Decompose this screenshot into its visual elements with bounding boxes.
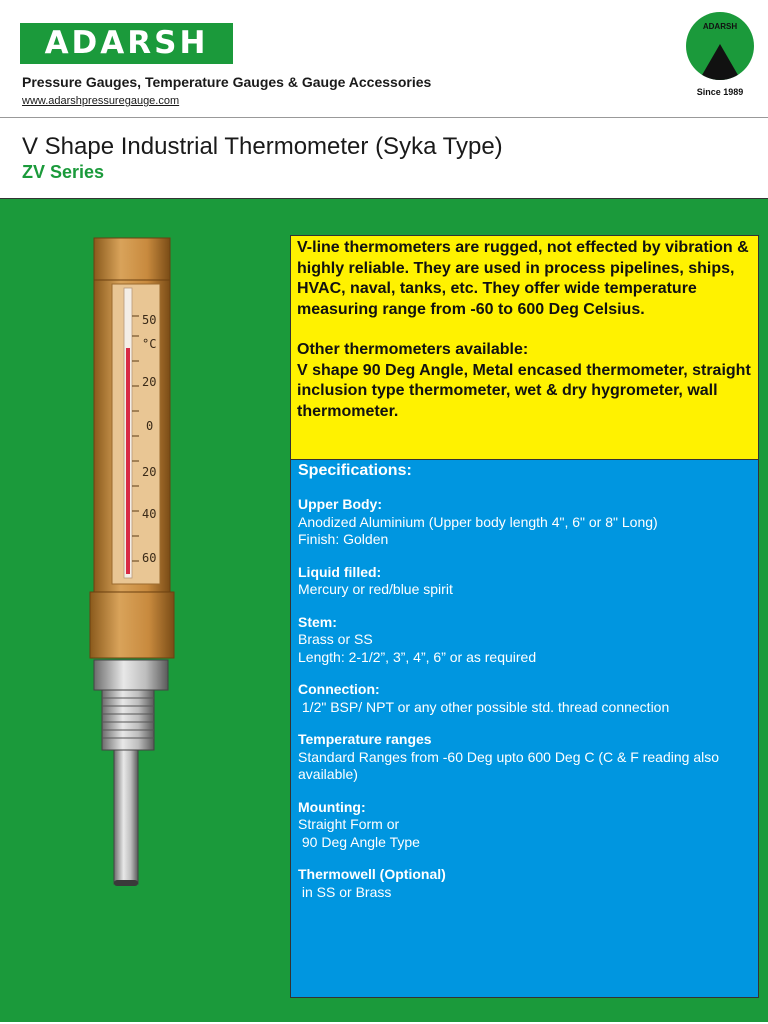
since-badge bbox=[684, 12, 756, 98]
spec-stem bbox=[298, 614, 751, 667]
spec-heading: Temperature ranges bbox=[298, 731, 432, 747]
specifications-box bbox=[290, 459, 759, 998]
scale-label: 60 bbox=[142, 551, 157, 565]
spec-line: Finish: Golden bbox=[298, 531, 389, 547]
spec-line: Length: 2-1/2”, 3”, 4”, 6” or as required bbox=[298, 648, 537, 665]
badge-since: Since 1989 bbox=[696, 87, 744, 97]
spec-line: 1/2" BSP/ NPT or any other possible std. thread connection bbox=[298, 698, 670, 715]
badge-name: ADARSH bbox=[702, 22, 738, 31]
specifications-title: Specifications: bbox=[298, 462, 412, 479]
triangle-icon bbox=[696, 42, 744, 80]
spec-line: in SS or Brass bbox=[298, 883, 392, 900]
spec-thermowell bbox=[298, 866, 751, 901]
spec-connection bbox=[298, 681, 751, 716]
spec-line: Brass or SS bbox=[298, 631, 373, 647]
page-title: V Shape Industrial Thermometer (Syka Type) bbox=[22, 133, 503, 160]
spec-line: Mercury or red/blue spirit bbox=[298, 581, 453, 597]
scale-label: 0 bbox=[146, 419, 154, 433]
header-divider bbox=[0, 117, 768, 118]
thermometer-image bbox=[84, 236, 194, 896]
tagline: Pressure Gauges, Temperature Gauges & Gauge Accessories bbox=[22, 74, 432, 90]
scale-label: 20 bbox=[142, 465, 157, 479]
intro-box bbox=[290, 235, 759, 460]
intro-paragraph: V-line thermometers are rugged, not effected by vibration & highly reliable. They are used in process pipelines, ships, HVAC, naval, tanks, etc. They offer wide temperature measuring range from -60 to 600 Deg Celsius. bbox=[297, 239, 749, 318]
badge-circle bbox=[686, 12, 754, 80]
spec-temperature-ranges bbox=[298, 731, 751, 784]
spec-line: 90 Deg Angle Type bbox=[298, 833, 420, 850]
spec-liquid-filled bbox=[298, 564, 751, 599]
spec-heading: Thermowell (Optional) bbox=[298, 866, 446, 882]
logo-text: ADARSH bbox=[44, 25, 209, 61]
spec-line: Straight Form or bbox=[298, 816, 400, 832]
scale-label: 20 bbox=[142, 375, 157, 389]
scale-label: 50 bbox=[142, 313, 157, 327]
scale-label: 40 bbox=[142, 507, 157, 521]
other-thermometers-heading: Other thermometers available: bbox=[297, 341, 529, 358]
website-link[interactable]: www.adarshpressuregauge.com bbox=[22, 95, 180, 107]
spec-heading: Upper Body: bbox=[298, 496, 382, 512]
spec-line: Standard Ranges from -60 Deg upto 600 Deg C (C & F reading also available) bbox=[298, 748, 720, 782]
series-subtitle: ZV Series bbox=[22, 162, 105, 182]
spec-upper-body bbox=[298, 496, 751, 549]
spec-heading: Connection: bbox=[298, 681, 380, 697]
spec-heading: Mounting: bbox=[298, 798, 366, 815]
spec-mounting bbox=[298, 799, 751, 852]
scale-label: °C bbox=[142, 337, 157, 351]
other-thermometers-list: V shape 90 Deg Angle, Metal encased thermometer, straight inclusion type thermometer, wet & dry hygrometer, wall thermometer. bbox=[297, 361, 751, 420]
spec-line: Anodized Aluminium (Upper body length 4", 6" or 8" Long) bbox=[298, 513, 658, 530]
spec-heading: Liquid filled: bbox=[298, 563, 382, 580]
brand-logo bbox=[20, 23, 233, 64]
spec-heading: Stem: bbox=[298, 613, 337, 630]
